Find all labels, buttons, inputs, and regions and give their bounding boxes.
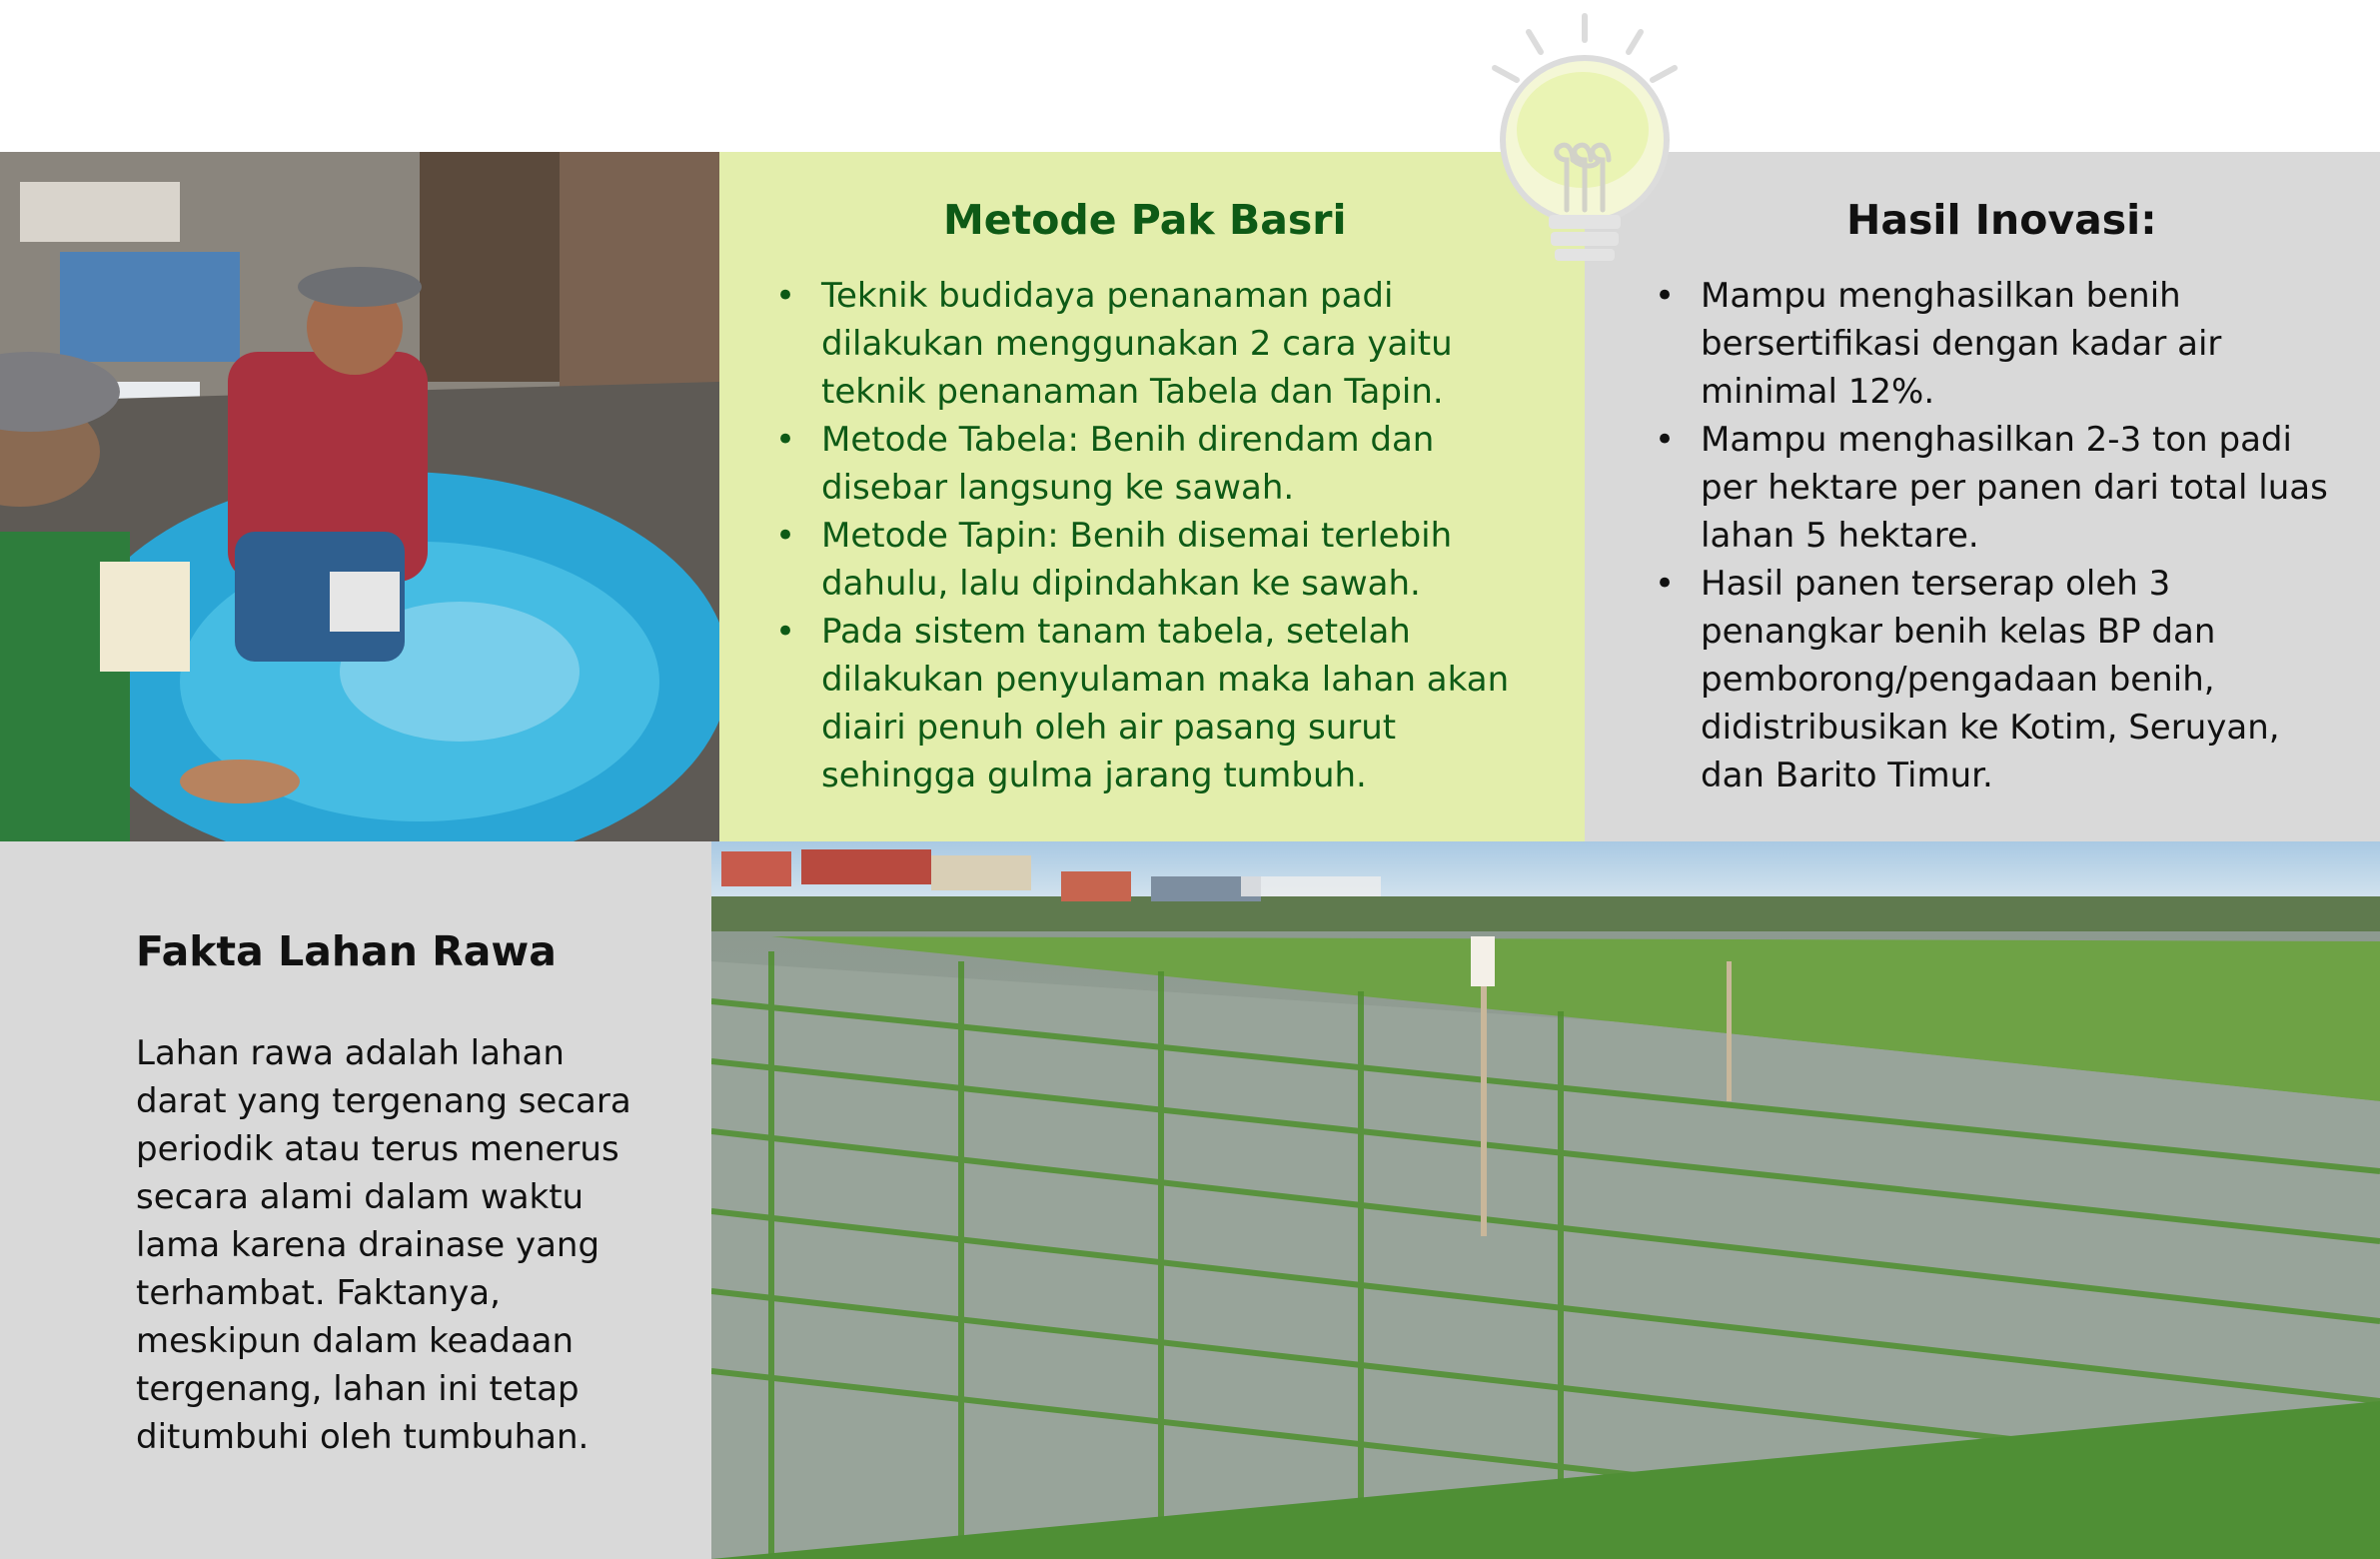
fakta-panel (0, 841, 711, 1559)
metode-list (775, 272, 1555, 799)
metode-item: • Metode Tabela: Benih direndam dan disebar langsung ke sawah. (775, 416, 1555, 512)
hasil-item: • Mampu menghasilkan 2-3 ton padi per hektare per panen dari total luas lahan 5 hektare. (1655, 416, 2354, 560)
hasil-title: Hasil Inovasi: (1846, 196, 2157, 244)
hasil-item: • Mampu menghasilkan benih bersertifikasi dengan kadar air minimal 12%. (1655, 272, 2354, 416)
metode-item: • Pada sistem tanam tabela, setelah dilakukan penyulaman maka lahan akan diairi penuh oleh air pasang surut sehingga gulma jarang tumbuh. (775, 608, 1555, 799)
metode-panel (719, 152, 1585, 841)
metode-item: • Metode Tapin: Benih disemai terlebih dahulu, lalu dipindahkan ke sawah. (775, 512, 1555, 608)
metode-title: Metode Pak Basri (943, 196, 1347, 244)
fakta-title: Fakta Lahan Rawa (136, 927, 557, 975)
metode-item: • Teknik budidaya penanaman padi dilakukan menggunakan 2 cara yaitu teknik penanaman Tabela dan Tapin. (775, 272, 1555, 416)
rice-field-photo (711, 841, 2380, 1559)
hasil-panel (1585, 152, 2380, 841)
fakta-body: Lahan rawa adalah lahan darat yang tergenang secara periodik atau terus menerus secara alami dalam waktu lama karena drainase yang terhambat. Faktanya, meskipun dalam keadaan tergenang, lahan ini tetap ditumbuhi oleh tumbuhan. (136, 1033, 631, 1457)
lightbulb-icon (1487, 10, 1687, 280)
hasil-list (1655, 272, 2354, 799)
seed-photo (0, 152, 719, 841)
hasil-item: • Hasil panen terserap oleh 3 penangkar benih kelas BP dan pemborong/pengadaan benih, didistribusikan ke Kotim, Seruyan, dan Barito Timur. (1655, 560, 2354, 799)
